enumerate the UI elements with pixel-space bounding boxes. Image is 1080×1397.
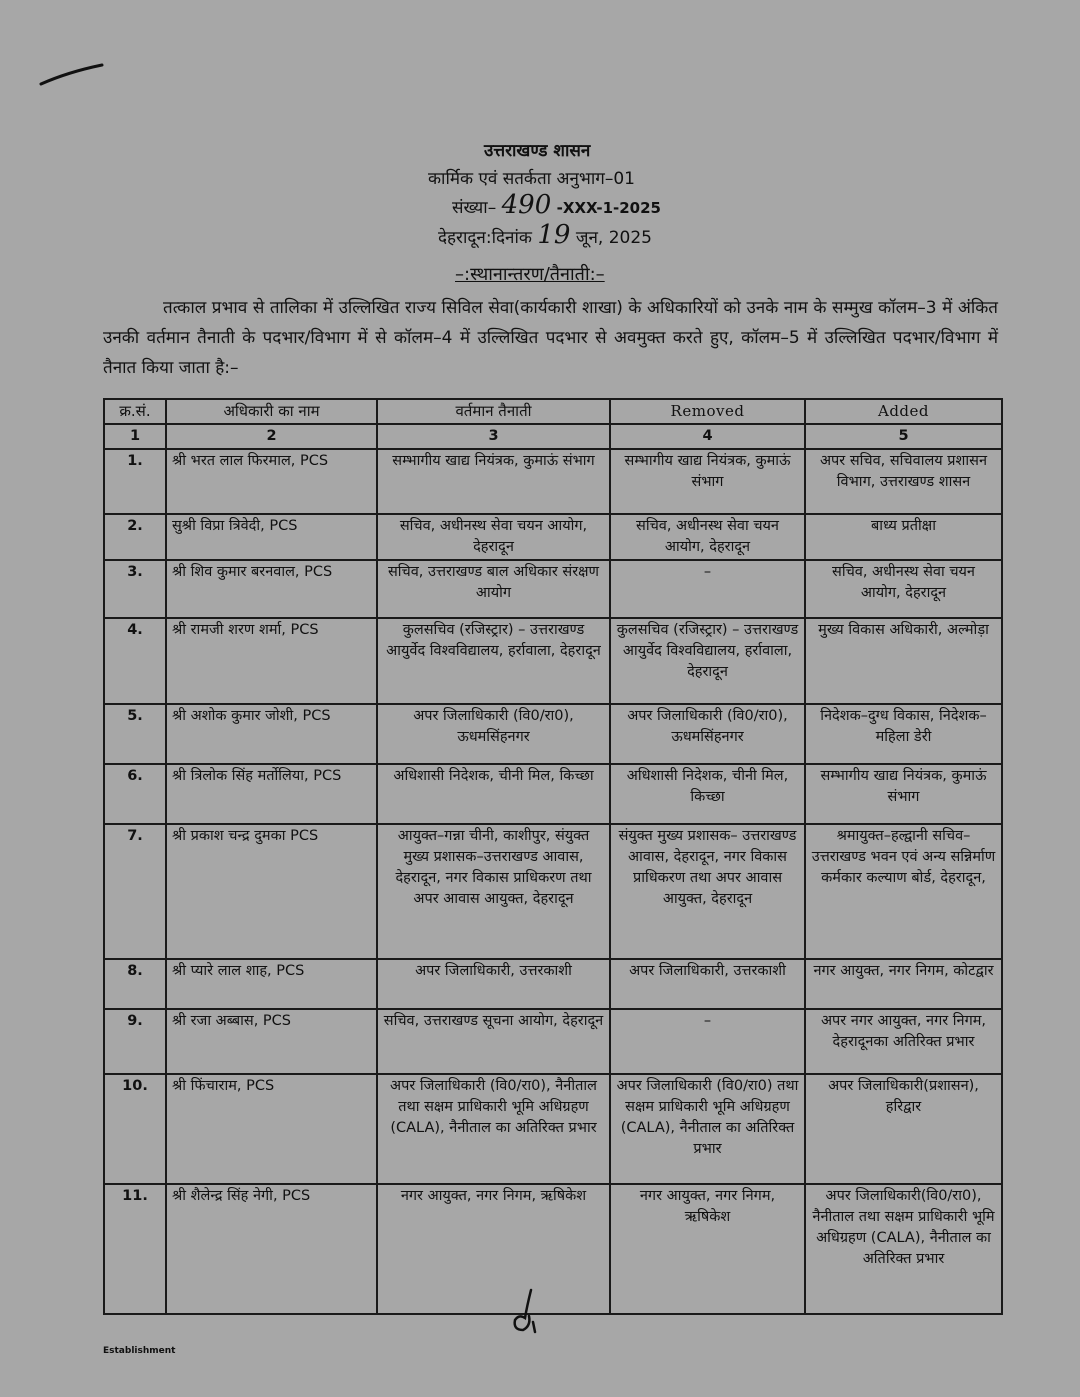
- officer-name-cell: श्री प्रकाश चन्द्र दुमका PCS: [166, 824, 377, 959]
- removed-cell: कुलसचिव (रजिस्ट्रार) – उत्तराखण्ड आयुर्वेद विश्वविद्यालय, हर्रावाला, देहरादून: [610, 618, 805, 704]
- removed-cell: नगर आयुक्त, नगर निगम, ऋषिकेश: [610, 1184, 805, 1314]
- current-posting-cell: सचिव, उत्तराखण्ड बाल अधिकार संरक्षण आयोग: [377, 560, 610, 618]
- removed-cell: संयुक्त मुख्य प्रशासक– उत्तराखण्ड आवास, देहरादून, नगर विकास प्राधिकरण तथा अपर आवास आयुक्त, देहरादून: [610, 824, 805, 959]
- added-cell: मुख्य विकास अधिकारी, अल्मोड़ा: [805, 618, 1002, 704]
- removed-cell: अपर जिलाधिकारी (वि0/रा0), ऊधमसिंहनगर: [610, 704, 805, 764]
- current-posting-cell: अधिशासी निदेशक, चीनी मिल, किच्छा: [377, 764, 610, 824]
- signature-mark: [505, 1288, 555, 1338]
- serial-cell: 5.: [104, 704, 166, 764]
- column-number: 5: [805, 424, 1002, 449]
- order-number-suffix: -XXX-1-2025: [556, 199, 661, 217]
- serial-cell: 3.: [104, 560, 166, 618]
- order-date-handwritten: 19: [537, 220, 571, 250]
- removed-cell: –: [610, 560, 805, 618]
- current-posting-cell: कुलसचिव (रजिस्ट्रार) – उत्तराखण्ड आयुर्वेद विश्वविद्यालय, हर्रावाला, देहरादून: [377, 618, 610, 704]
- header-current-posting: वर्तमान तैनाती: [377, 399, 610, 424]
- current-posting-cell: सचिव, अधीनस्थ सेवा चयन आयोग, देहरादून: [377, 514, 610, 560]
- header-serial: क्र.सं.: [104, 399, 166, 424]
- added-cell: बाध्य प्रतीक्षा: [805, 514, 1002, 560]
- serial-cell: 2.: [104, 514, 166, 560]
- serial-cell: 4.: [104, 618, 166, 704]
- order-date: [438, 220, 652, 250]
- removed-cell: अधिशासी निदेशक, चीनी मिल, किच्छा: [610, 764, 805, 824]
- removed-cell: सचिव, अधीनस्थ सेवा चयन आयोग, देहरादून: [610, 514, 805, 560]
- current-posting-cell: आयुक्त–गन्ना चीनी, काशीपुर, संयुक्त मुख्य प्रशासक–उत्तराखण्ड आवास, देहरादून, नगर विकास प्राधिकरण तथा अपर आवास आयुक्त, देहरादून: [377, 824, 610, 959]
- removed-cell: –: [610, 1009, 805, 1074]
- header-officer-name: अधिकारी का नाम: [166, 399, 377, 424]
- officer-name-cell: श्री रामजी शरण शर्मा, PCS: [166, 618, 377, 704]
- column-number: 2: [166, 424, 377, 449]
- column-number: 1: [104, 424, 166, 449]
- added-cell: सम्भागीय खाद्य नियंत्रक, कुमाऊं संभाग: [805, 764, 1002, 824]
- removed-cell: सम्भागीय खाद्य नियंत्रक, कुमाऊं संभाग: [610, 449, 805, 514]
- serial-cell: 11.: [104, 1184, 166, 1314]
- current-posting-cell: अपर जिलाधिकारी (वि0/रा0), नैनीताल तथा सक्षम प्राधिकारी भूमि अधिग्रहण (CALA), नैनीताल का अतिरिक्त प्रभार: [377, 1074, 610, 1184]
- table-row: [104, 764, 1002, 824]
- order-date-suffix: जून, 2025: [575, 228, 652, 248]
- order-date-prefix: देहरादून:दिनांक: [438, 228, 532, 248]
- table-row: [104, 449, 1002, 514]
- serial-cell: 1.: [104, 449, 166, 514]
- column-number: 3: [377, 424, 610, 449]
- officer-name-cell: श्री शिव कुमार बरनवाल, PCS: [166, 560, 377, 618]
- table-row: [104, 959, 1002, 1009]
- officer-name-cell: श्री भरत लाल फिरमाल, PCS: [166, 449, 377, 514]
- table-row: [104, 1074, 1002, 1184]
- current-posting-cell: सम्भागीय खाद्य नियंत्रक, कुमाऊं संभाग: [377, 449, 610, 514]
- current-posting-cell: अपर जिलाधिकारी (वि0/रा0), ऊधमसिंहनगर: [377, 704, 610, 764]
- added-cell: अपर सचिव, सचिवालय प्रशासन विभाग, उत्तराखण्ड शासन: [805, 449, 1002, 514]
- header-added: Added: [805, 399, 1002, 424]
- order-paragraph: तत्काल प्रभाव से तालिका में उल्लिखित राज्य सिविल सेवा(कार्यकारी शाखा) के अधिकारियों को उनके नाम के सम्मुख कॉलम–3 में अंकित उनकी वर्तमान तैनाती के पदभार/विभाग में से कॉलम–4 में उल्लिखित पदभार से अवमुक्त करते हुए, कॉलम–5 में उल्लिखित पदभार/विभाग में तैनात किया जाता है:–: [103, 298, 998, 378]
- officer-name-cell: श्री फिंचाराम, PCS: [166, 1074, 377, 1184]
- order-number-prefix: संख्या–: [452, 198, 497, 218]
- table-row: [104, 1009, 1002, 1074]
- officer-name-cell: श्री शैलेन्द्र सिंह नेगी, PCS: [166, 1184, 377, 1314]
- added-cell: श्रमायुक्त–हल्द्वानी सचिव–उत्तराखण्ड भवन एवं अन्य सन्निर्माण कर्मकार कल्याण बोर्ड, देहरादून,: [805, 824, 1002, 959]
- column-number: 4: [610, 424, 805, 449]
- serial-cell: 9.: [104, 1009, 166, 1074]
- current-posting-cell: नगर आयुक्त, नगर निगम, ऋषिकेश: [377, 1184, 610, 1314]
- pen-stroke-mark: [38, 58, 108, 88]
- removed-cell: अपर जिलाधिकारी (वि0/रा0) तथा सक्षम प्राधिकारी भूमि अधिग्रहण (CALA), नैनीताल का अतिरिक्त प्रभार: [610, 1074, 805, 1184]
- column-number-row: [104, 424, 1002, 449]
- order-title: –:स्थानान्तरण/तैनाती:–: [455, 264, 605, 285]
- officer-name-cell: श्री रजा अब्बास, PCS: [166, 1009, 377, 1074]
- table-row: [104, 618, 1002, 704]
- department-heading: कार्मिक एवं सतर्कता अनुभाग–01: [428, 169, 635, 189]
- added-cell: अपर जिलाधिकारी(वि0/रा0), नैनीताल तथा सक्षम प्राधिकारी भूमि अधिग्रहण (CALA), नैनीताल का अतिरिक्त प्रभार: [805, 1184, 1002, 1314]
- officer-name-cell: सुश्री विप्रा त्रिवेदी, PCS: [166, 514, 377, 560]
- serial-cell: 7.: [104, 824, 166, 959]
- table-header-row: [104, 399, 1002, 424]
- officer-name-cell: श्री त्रिलोक सिंह मर्तोलिया, PCS: [166, 764, 377, 824]
- added-cell: अपर नगर आयुक्त, नगर निगम, देहरादूनका अतिरिक्त प्रभार: [805, 1009, 1002, 1074]
- table-row: [104, 704, 1002, 764]
- order-number-handwritten: 490: [501, 190, 552, 220]
- added-cell: सचिव, अधीनस्थ सेवा चयन आयोग, देहरादून: [805, 560, 1002, 618]
- table-row: [104, 824, 1002, 959]
- serial-cell: 8.: [104, 959, 166, 1009]
- order-number: [452, 190, 661, 220]
- current-posting-cell: सचिव, उत्तराखण्ड सूचना आयोग, देहरादून: [377, 1009, 610, 1074]
- officer-name-cell: श्री प्यारे लाल शाह, PCS: [166, 959, 377, 1009]
- officer-name-cell: श्री अशोक कुमार जोशी, PCS: [166, 704, 377, 764]
- footer-establishment: Establishment: [103, 1346, 176, 1356]
- added-cell: नगर आयुक्त, नगर निगम, कोटद्वार: [805, 959, 1002, 1009]
- table-row: [104, 560, 1002, 618]
- transfer-table: [103, 398, 1003, 1315]
- table-row: [104, 514, 1002, 560]
- serial-cell: 6.: [104, 764, 166, 824]
- added-cell: अपर जिलाधिकारी(प्रशासन), हरिद्वार: [805, 1074, 1002, 1184]
- government-heading: उत्तराखण्ड शासन: [484, 141, 591, 161]
- header-removed: Removed: [610, 399, 805, 424]
- serial-cell: 10.: [104, 1074, 166, 1184]
- current-posting-cell: अपर जिलाधिकारी, उत्तरकाशी: [377, 959, 610, 1009]
- removed-cell: अपर जिलाधिकारी, उत्तरकाशी: [610, 959, 805, 1009]
- added-cell: निदेशक–दुग्ध विकास, निदेशक–महिला डेरी: [805, 704, 1002, 764]
